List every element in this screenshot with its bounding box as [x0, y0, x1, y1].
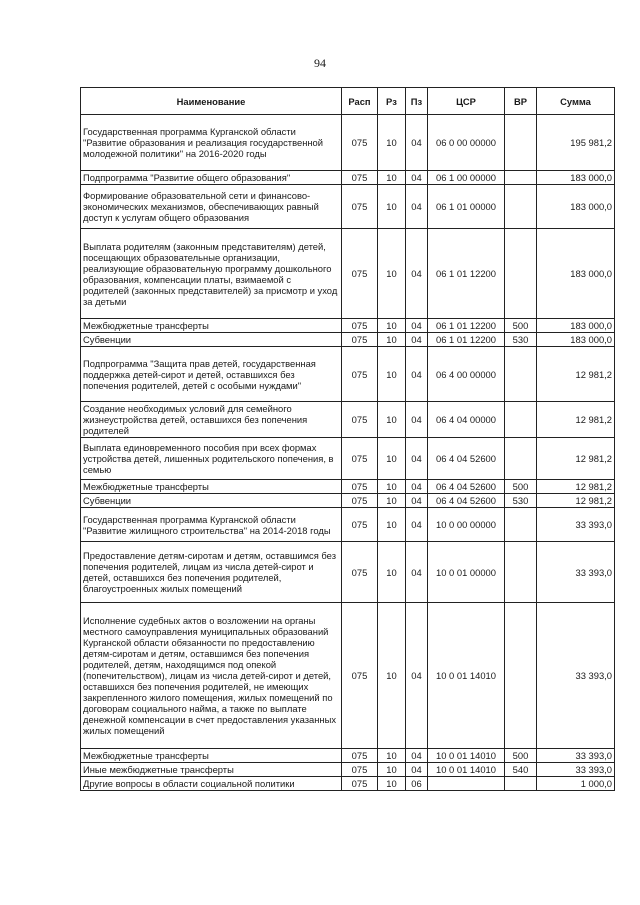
row-rasp-cell: 075 [342, 319, 378, 333]
row-rasp-cell: 075 [342, 115, 378, 171]
row-csr-cell: 06 1 01 00000 [428, 185, 505, 229]
row-name-cell: Субвенции [81, 494, 342, 508]
row-csr-cell: 06 1 00 00000 [428, 171, 505, 185]
table-row [81, 229, 615, 319]
row-rz-cell: 10 [378, 319, 406, 333]
row-vr-cell [505, 777, 537, 791]
row-rz-cell: 10 [378, 763, 406, 777]
row-rasp-cell: 075 [342, 508, 378, 542]
row-name-cell: Выплата родителям (законным представителям) детей, посещающих образовательные организации, реализующие образовательную программу дошкольного образования, компенсации платы, взимаемой с родителей (законных представителей) за присмотр и уход за детьми [81, 229, 342, 319]
row-sum-cell: 33 393,0 [537, 508, 615, 542]
row-rz-cell: 10 [378, 115, 406, 171]
table-row [81, 185, 615, 229]
row-name-cell: Выплата единовременного пособия при всех формах устройства детей, лишенных родительского попечения, в семью [81, 438, 342, 480]
table-body [81, 115, 615, 791]
row-pz-cell: 06 [406, 777, 428, 791]
row-rz-cell: 10 [378, 438, 406, 480]
row-pz-cell: 04 [406, 749, 428, 763]
row-rz-cell: 10 [378, 494, 406, 508]
row-rasp-cell: 075 [342, 777, 378, 791]
page-number: 94 [314, 56, 326, 70]
row-rasp-cell: 075 [342, 229, 378, 319]
header-vr: ВР [505, 88, 537, 115]
table-row [81, 402, 615, 438]
row-sum-cell: 12 981,2 [537, 480, 615, 494]
row-pz-cell: 04 [406, 229, 428, 319]
row-csr-cell: 10 0 01 14010 [428, 763, 505, 777]
row-rasp-cell: 075 [342, 749, 378, 763]
row-rasp-cell: 075 [342, 171, 378, 185]
row-csr-cell: 10 0 01 00000 [428, 542, 505, 603]
row-rasp-cell: 075 [342, 438, 378, 480]
row-csr-cell [428, 777, 505, 791]
table-row [81, 494, 615, 508]
row-name-cell: Исполнение судебных актов о возложении на органы местного самоуправления муниципальных образований Курганской области обязанности по предоставлению детям-сиротам и детям, оставшимся без попечения родителей, детям, находящимся под опекой (попечительством), лицам из числа детей-сирот и детей, оставшихся без попечения родителей, не имеющих закрепленного жилого помещения, жилых помещений по договорам социального найма, а также по выплате денежной компенсации в счет предоставления указанных жилых помещений [81, 603, 342, 749]
table-row [81, 333, 615, 347]
row-pz-cell: 04 [406, 438, 428, 480]
table-row [81, 171, 615, 185]
table-row [81, 763, 615, 777]
row-sum-cell: 33 393,0 [537, 763, 615, 777]
row-vr-cell: 540 [505, 763, 537, 777]
row-sum-cell: 183 000,0 [537, 319, 615, 333]
row-vr-cell [505, 603, 537, 749]
row-pz-cell: 04 [406, 185, 428, 229]
row-sum-cell: 12 981,2 [537, 494, 615, 508]
row-csr-cell: 10 0 01 14010 [428, 749, 505, 763]
row-csr-cell: 10 0 00 00000 [428, 508, 505, 542]
table-row [81, 542, 615, 603]
row-rz-cell: 10 [378, 749, 406, 763]
row-rz-cell: 10 [378, 229, 406, 319]
header-rasp: Расп [342, 88, 378, 115]
row-rz-cell: 10 [378, 508, 406, 542]
row-rz-cell: 10 [378, 480, 406, 494]
row-name-cell: Межбюджетные трансферты [81, 319, 342, 333]
row-rasp-cell: 075 [342, 347, 378, 402]
header-sum: Сумма [537, 88, 615, 115]
row-pz-cell: 04 [406, 402, 428, 438]
row-pz-cell: 04 [406, 508, 428, 542]
row-pz-cell: 04 [406, 603, 428, 749]
row-vr-cell [505, 438, 537, 480]
row-csr-cell: 10 0 01 14010 [428, 603, 505, 749]
header-rz: Рз [378, 88, 406, 115]
row-rasp-cell: 075 [342, 402, 378, 438]
row-name-cell: Формирование образовательной сети и финансово-экономических механизмов, обеспечивающих равный доступ к услугам общего образования [81, 185, 342, 229]
row-sum-cell: 183 000,0 [537, 333, 615, 347]
row-csr-cell: 06 1 01 12200 [428, 333, 505, 347]
row-rasp-cell: 075 [342, 763, 378, 777]
row-pz-cell: 04 [406, 480, 428, 494]
row-rz-cell: 10 [378, 603, 406, 749]
row-rz-cell: 10 [378, 333, 406, 347]
row-csr-cell: 06 4 04 52600 [428, 438, 505, 480]
row-vr-cell [505, 542, 537, 603]
row-vr-cell [505, 171, 537, 185]
row-name-cell: Межбюджетные трансферты [81, 480, 342, 494]
row-rz-cell: 10 [378, 777, 406, 791]
row-csr-cell: 06 0 00 00000 [428, 115, 505, 171]
row-pz-cell: 04 [406, 171, 428, 185]
row-rasp-cell: 075 [342, 333, 378, 347]
row-pz-cell: 04 [406, 115, 428, 171]
table-row [81, 319, 615, 333]
header-csr: ЦСР [428, 88, 505, 115]
table-row [81, 777, 615, 791]
row-rz-cell: 10 [378, 402, 406, 438]
row-sum-cell: 1 000,0 [537, 777, 615, 791]
row-vr-cell: 530 [505, 333, 537, 347]
row-rz-cell: 10 [378, 171, 406, 185]
row-csr-cell: 06 4 04 52600 [428, 494, 505, 508]
table-row [81, 347, 615, 402]
row-pz-cell: 04 [406, 542, 428, 603]
row-pz-cell: 04 [406, 347, 428, 402]
row-sum-cell: 12 981,2 [537, 438, 615, 480]
row-pz-cell: 04 [406, 763, 428, 777]
row-vr-cell: 500 [505, 749, 537, 763]
row-vr-cell [505, 185, 537, 229]
row-name-cell: Подпрограмма "Защита прав детей, государственная поддержка детей-сирот и детей, оставшихся без попечения родителей, детей с особыми нуждами" [81, 347, 342, 402]
row-sum-cell: 33 393,0 [537, 749, 615, 763]
row-sum-cell: 195 981,2 [537, 115, 615, 171]
row-sum-cell: 33 393,0 [537, 542, 615, 603]
budget-table [80, 87, 615, 791]
row-name-cell: Иные межбюджетные трансферты [81, 763, 342, 777]
row-csr-cell: 06 4 00 00000 [428, 347, 505, 402]
row-name-cell: Государственная программа Курганской области "Развитие образования и реализация государственной молодежной политики" на 2016-2020 годы [81, 115, 342, 171]
row-vr-cell [505, 402, 537, 438]
row-csr-cell: 06 4 04 00000 [428, 402, 505, 438]
row-rasp-cell: 075 [342, 480, 378, 494]
table-row [81, 603, 615, 749]
row-rasp-cell: 075 [342, 494, 378, 508]
row-name-cell: Субвенции [81, 333, 342, 347]
row-vr-cell [505, 229, 537, 319]
row-csr-cell: 06 1 01 12200 [428, 319, 505, 333]
row-rasp-cell: 075 [342, 603, 378, 749]
row-rz-cell: 10 [378, 185, 406, 229]
table-row [81, 480, 615, 494]
header-name: Наименование [81, 88, 342, 115]
table-header-row [81, 88, 615, 115]
table-row [81, 115, 615, 171]
row-name-cell: Создание необходимых условий для семейного жизнеустройства детей, оставшихся без попечения родителей [81, 402, 342, 438]
row-pz-cell: 04 [406, 319, 428, 333]
row-vr-cell: 500 [505, 480, 537, 494]
header-pz: Пз [406, 88, 428, 115]
row-vr-cell [505, 347, 537, 402]
row-vr-cell [505, 115, 537, 171]
row-sum-cell: 12 981,2 [537, 347, 615, 402]
row-vr-cell: 530 [505, 494, 537, 508]
table-row [81, 749, 615, 763]
row-pz-cell: 04 [406, 494, 428, 508]
row-csr-cell: 06 1 01 12200 [428, 229, 505, 319]
row-rasp-cell: 075 [342, 185, 378, 229]
row-name-cell: Подпрограмма "Развитие общего образования" [81, 171, 342, 185]
row-vr-cell: 500 [505, 319, 537, 333]
row-name-cell: Другие вопросы в области социальной политики [81, 777, 342, 791]
row-pz-cell: 04 [406, 333, 428, 347]
row-sum-cell: 183 000,0 [537, 185, 615, 229]
row-rasp-cell: 075 [342, 542, 378, 603]
row-name-cell: Предоставление детям-сиротам и детям, оставшимся без попечения родителей, лицам из числа детей-сирот и детей, оставшихся без попечения родителей, благоустроенных жилых помещений [81, 542, 342, 603]
table-row [81, 508, 615, 542]
row-sum-cell: 183 000,0 [537, 229, 615, 319]
row-rz-cell: 10 [378, 542, 406, 603]
row-csr-cell: 06 4 04 52600 [428, 480, 505, 494]
row-vr-cell [505, 508, 537, 542]
row-name-cell: Государственная программа Курганской области "Развитие жилищного строительства" на 2014-2018 годы [81, 508, 342, 542]
row-name-cell: Межбюджетные трансферты [81, 749, 342, 763]
row-sum-cell: 183 000,0 [537, 171, 615, 185]
row-rz-cell: 10 [378, 347, 406, 402]
row-sum-cell: 33 393,0 [537, 603, 615, 749]
table-row [81, 438, 615, 480]
row-sum-cell: 12 981,2 [537, 402, 615, 438]
